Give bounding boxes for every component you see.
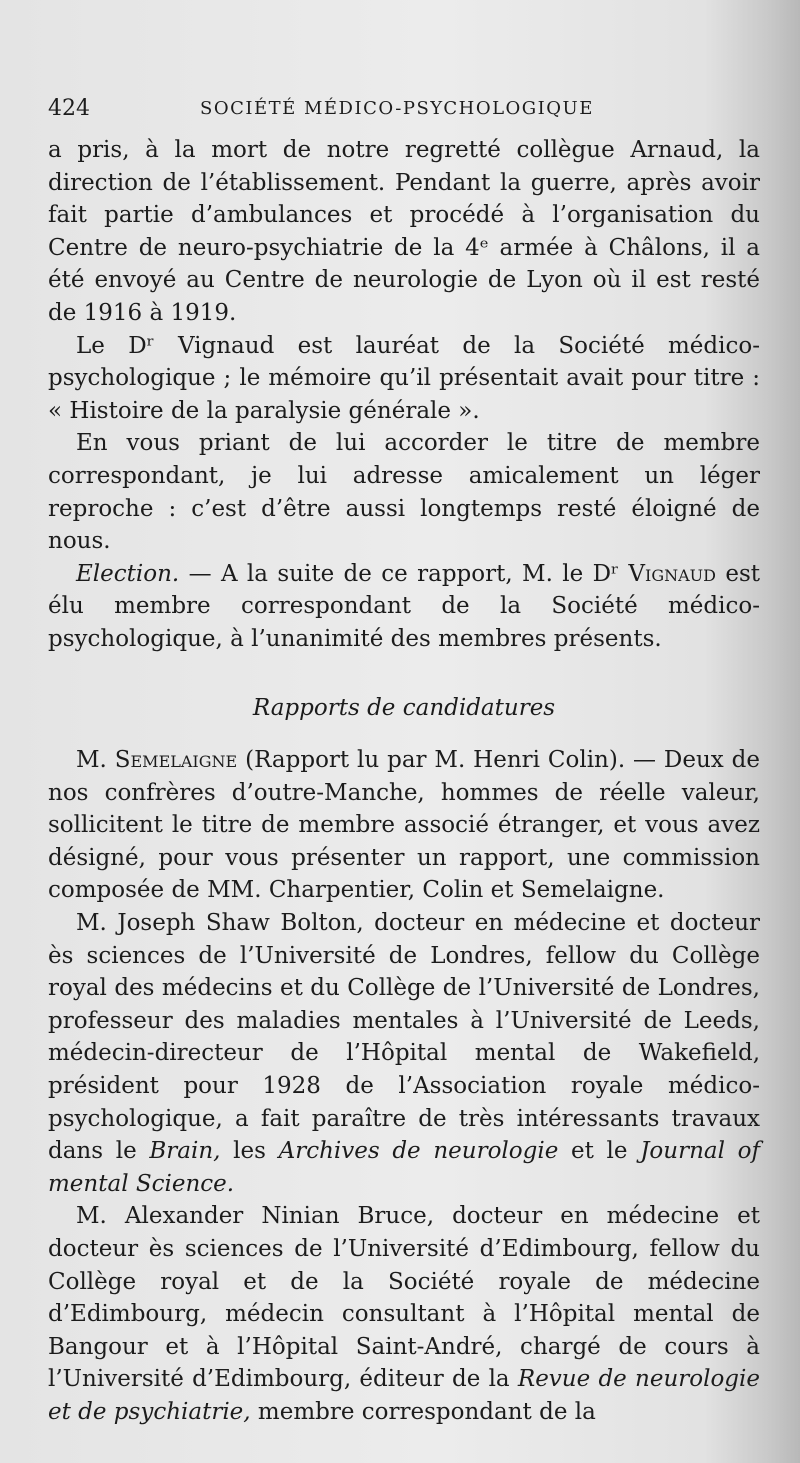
semelaigne-name: Semelaigne	[114, 747, 238, 774]
paragraph-reproach: En vous priant de lui accorder le titre de membre correspondant, je lui adresse amicalement un léger reproche : c’est d’être aussi longtemps resté éloigné de nous.	[48, 430, 760, 555]
paragraph-vignaud-laureate: Le Dʳ Vignaud est lauréat de la Société médico-psychologique ; le mémoire qu’il présentait avait pour titre : « Histoire de la paralysie générale ».	[48, 332, 760, 424]
paragraph-continuation: a pris, à la mort de notre regretté collègue Arnaud, la direction de l’établissement. Pendant la guerre, après avoir fait partie d’ambulances et procédé à l’organisation du Centre de neuro-psychiatrie de la 4ᵉ armée à Châlons, il a été envoyé au Centre de neurologie de Lyon où il est resté de 1916 à 1919.	[48, 137, 760, 326]
paragraph-semelaigne-report: M. Semelaigne (Rapport lu par M. Henri Colin). — Deux de nos confrères d’outre-Manche, hommes de réelle valeur, sollicitent le titre de membre associé étranger, et vous avez désigné, pour vous présenter un rapport, une commission composée de MM. Charpentier, Colin et Semelaigne.	[48, 747, 760, 904]
paragraph-bruce: M. Alexander Ninian Bruce, docteur en médecine et docteur ès sciences de l’Université d’Edimbourg, fellow du Collège royal et de la Société royale de médecine d’Edimbourg, médecin consultant à l’Hôpital mental de Bangour et à l’Hôpital Saint-André, chargé de cours à l’Université d’Edimbourg, éditeur de la Revue de neurologie et de psychiatrie, membre correspondant de la	[48, 1203, 760, 1425]
paragraph-election: Election. — A la suite de ce rapport, M. le Dʳ Vignaud est élu membre correspondant de la Société médico-psychologique, à l’unanimité des membres présents.	[48, 560, 761, 652]
document-page	[48, 96, 760, 1429]
running-head	[48, 96, 760, 134]
vignaud-name: Vignaud	[628, 560, 716, 587]
journal-revue: Revue de neurologie et de psychiatrie,	[48, 1366, 760, 1425]
election-label: Election.	[76, 560, 180, 587]
section-heading: Rapports de candidatures	[252, 694, 556, 721]
paragraph-bolton: M. Joseph Shaw Bolton, docteur en médecine et docteur ès sciences de l’Université de Londres, fellow du Collège royal des médecins et du Collège de l’Université de Londres, professeur des maladies mentales à l’Université de Leeds, médecin-directeur de l’Hôpital mental de Wakefield, président pour 1928 de l’Association royale médico-psychologique, a fait paraître de très intéressants travaux dans le Brain, les Archives de neurologie et le Journal of mental Science.	[48, 910, 760, 1197]
journal-mental-science: Journal of mental Science.	[48, 1138, 760, 1197]
journal-archives: Archives de neurologie	[278, 1138, 559, 1165]
page-number: 424	[48, 96, 90, 121]
running-title: SOCIÉTÉ MÉDICO-PSYCHOLOGIQUE	[200, 98, 594, 119]
journal-brain: Brain,	[149, 1138, 221, 1165]
